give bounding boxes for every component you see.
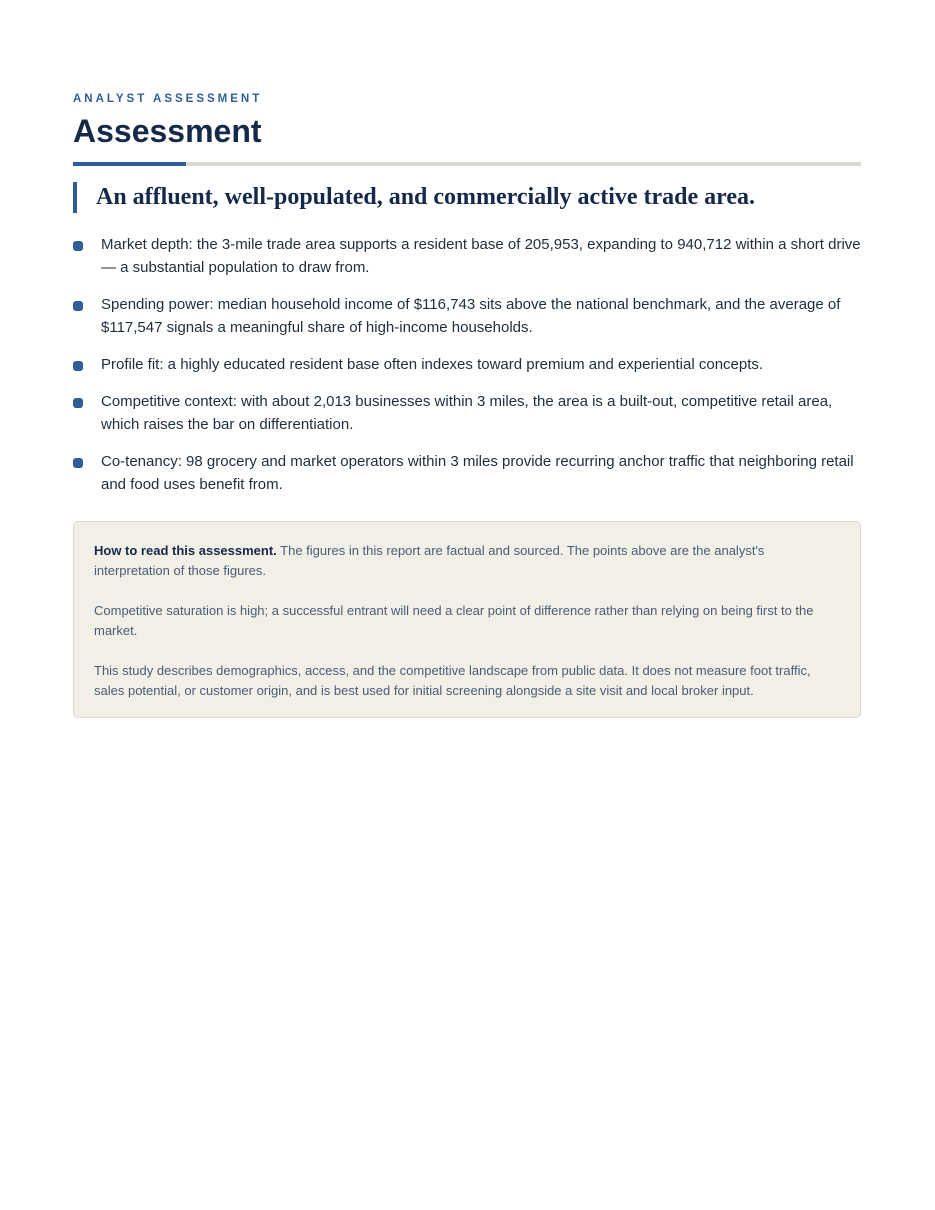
- bullet-square-icon: [73, 301, 83, 311]
- bullet-market-depth: [73, 233, 861, 279]
- bullet-text: Competitive context: with about 2,013 businesses within 3 miles, the area is a built-out, competitive retail area, which raises the bar on differentiation.: [101, 393, 833, 433]
- bullet-co-tenancy: [73, 450, 861, 496]
- bullet-text: Profile fit: a highly educated resident base often indexes toward premium and experiential concepts.: [101, 356, 764, 373]
- bullet-competitive-context: [73, 390, 861, 436]
- section-eyebrow: ANALYST ASSESSMENT: [73, 93, 263, 105]
- page-title: Assessment: [73, 113, 262, 149]
- assessment-bullet-list: [73, 233, 861, 510]
- bullet-square-icon: [73, 458, 83, 468]
- how-to-read-callout: [73, 521, 861, 718]
- bullet-square-icon: [73, 241, 83, 251]
- callout-lead: How to read this assessment.: [94, 543, 277, 558]
- assessment-headline: An affluent, well-populated, and commercially active trade area.: [73, 182, 861, 213]
- bullet-text: Co-tenancy: 98 grocery and market operators within 3 miles provide recurring anchor traffic that neighboring retail and food uses benefit from.: [101, 453, 854, 493]
- callout-intro-paragraph: [94, 541, 840, 581]
- bullet-square-icon: [73, 398, 83, 408]
- callout-scope-paragraph: This study describes demographics, access, and the competitive landscape from public data. It does not measure foot traffic, sales potential, or customer origin, and is best used for initial screening alongside a site visit and local broker input.: [94, 663, 811, 698]
- title-divider: [73, 162, 861, 166]
- bullet-text: Spending power: median household income of $116,743 sits above the national benchmark, and the average of $117,547 signals a meaningful share of high-income households.: [101, 296, 841, 336]
- callout-saturation-paragraph: Competitive saturation is high; a successful entrant will need a clear point of difference rather than relying on being first to the market.: [94, 603, 814, 638]
- bullet-profile-fit: [73, 353, 861, 376]
- bullet-text: Market depth: the 3-mile trade area supports a resident base of 205,953, expanding to 940,712 within a short drive — a substantial population to draw from.: [101, 236, 861, 276]
- bullet-square-icon: [73, 361, 83, 371]
- title-divider-accent: [73, 162, 186, 166]
- bullet-spending-power: [73, 293, 861, 339]
- callout-intro-text: The figures in this report are factual and sourced. The points above are the analyst's interpretation of those figures.: [94, 543, 765, 578]
